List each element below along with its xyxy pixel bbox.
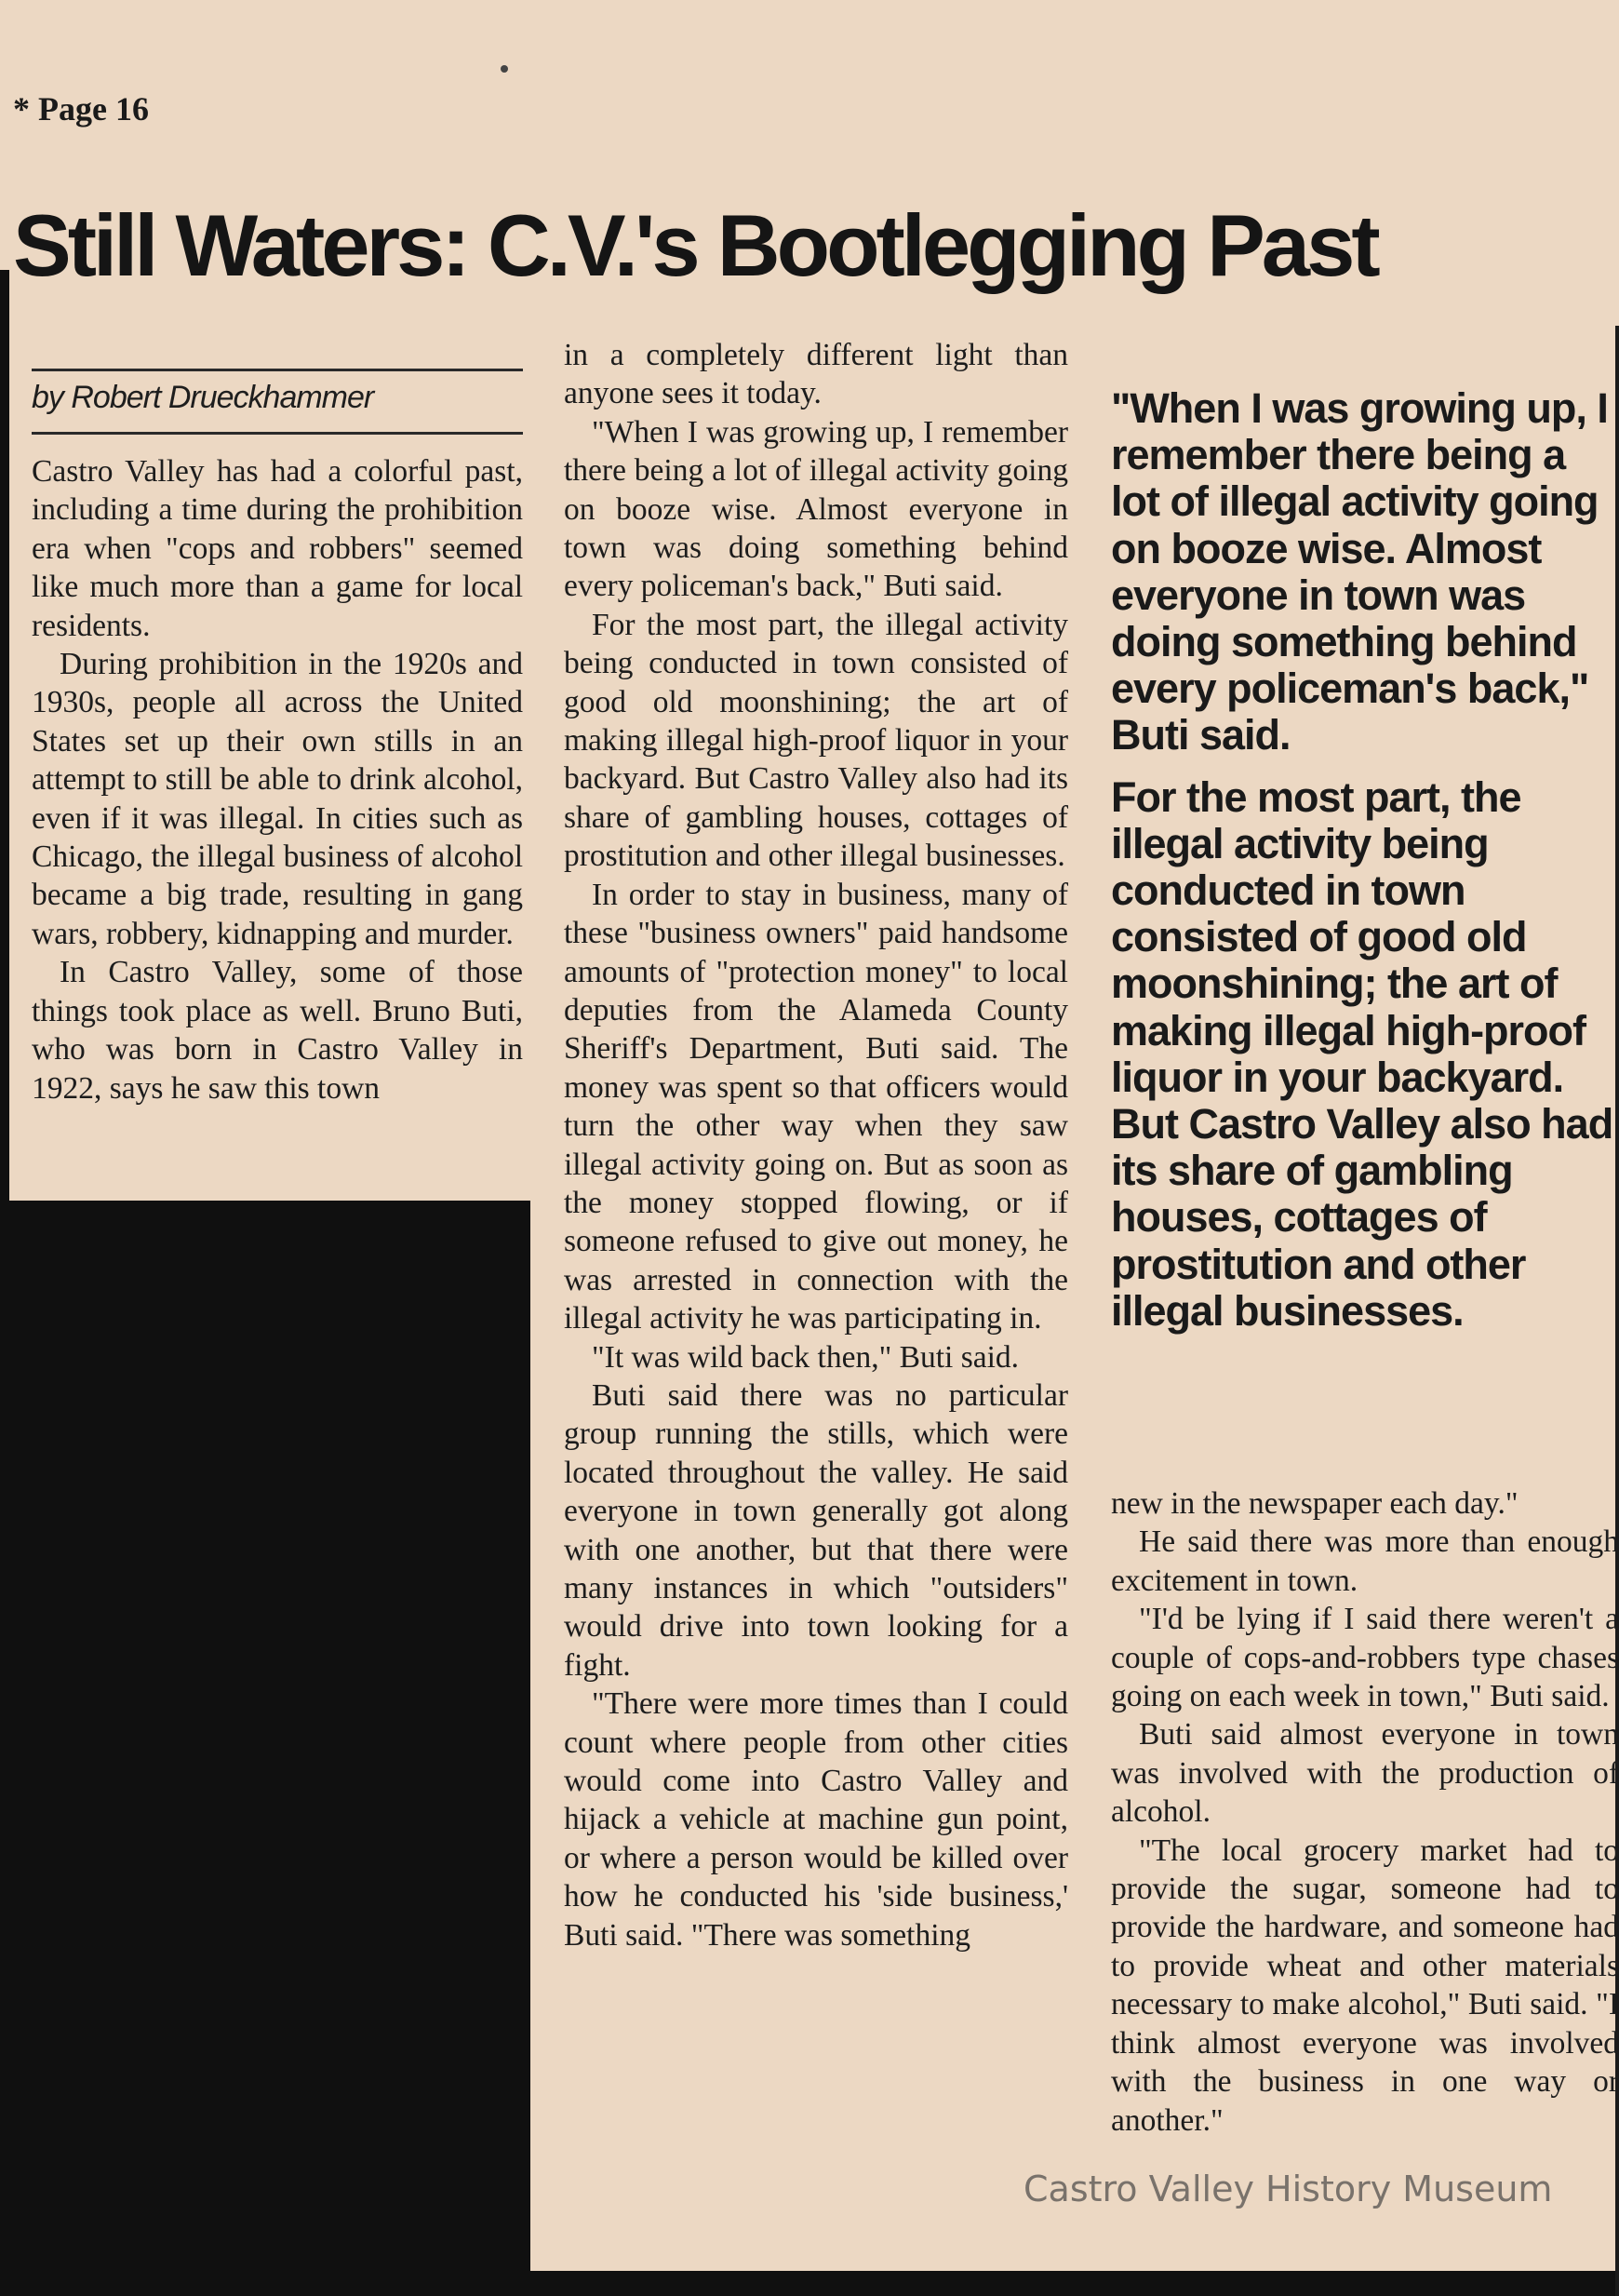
pull-quote-paragraph: For the most part, the illegal activity being conducted in town consisted of good old moonshining; the art of making illegal high-proof liquor in your backyard. But Castro Valley also had its share of gambling houses, cottages of prostitution and other illegal businesses. bbox=[1111, 772, 1613, 1335]
byline: by Robert Drueckhammer bbox=[32, 380, 374, 415]
paragraph: In Castro Valley, some of those things took place as well. Bruno Buti, who was born in Castro Valley in 1922, says he saw this town bbox=[32, 955, 523, 1106]
paragraph: Buti said there was no particular group running the stills, which were located throughout the valley. He said everyone in town generally got along with one another, but that there were many instances in which "outsiders" would drive into town looking for a fight. bbox=[564, 1377, 1068, 1683]
paragraph: new in the newspaper each day." bbox=[1111, 1486, 1519, 1521]
paragraph: in a completely different light than anyone sees it today. bbox=[564, 338, 1068, 411]
paragraph: "I'd be lying if I said there weren't a couple of cops-and-robbers type chases going on each week in town," Buti said. bbox=[1111, 1602, 1619, 1714]
paragraph: In order to stay in business, many of these "business owners" paid handsome amounts of "protection money" to local deputies from the Alameda County Sheriff's Department, Buti said. The money was spent so that officers would turn the other way when they saw illegal activity going on. But as soon as the money stopped flowing, or if someone refused to give out money, he was arrested in connection with the illegal activity he was participating in. bbox=[564, 877, 1068, 1336]
column-2 bbox=[564, 336, 1068, 1954]
headline: Still Waters: C.V.'s Bootlegging Past bbox=[13, 196, 1377, 294]
pull-quote-paragraph: "When I was growing up, I remember there being a lot of illegal activity going on booze wise. Almost everyone in town was doing something behind every policeman's back," Buti said. bbox=[1111, 384, 1608, 759]
byline-rule-bottom bbox=[32, 432, 523, 435]
paragraph: "There were more times than I could count where people from other cities would come into Castro Valley and hijack a vehicle at machine gun point, or where a person would be killed over how he conducted his 'side business,' Buti said. "There was something bbox=[564, 1686, 1068, 1953]
paragraph: "It was wild back then," Buti said. bbox=[592, 1339, 1020, 1375]
paragraph: "When I was growing up, I remember there being a lot of illegal activity going on booze wise. Almost everyone in town was doing something behind every policeman's back," Buti said. bbox=[564, 414, 1068, 604]
museum-watermark: Castro Valley History Museum bbox=[1024, 2168, 1553, 2209]
scan-background-cutout bbox=[0, 1201, 530, 2296]
paragraph: For the most part, the illegal activity being conducted in town consisted of good old moonshining; the art of making illegal high-proof liquor in your backyard. But Castro Valley also had its share of gambling houses, cottages of prostitution and other illegal businesses. bbox=[564, 607, 1068, 874]
scan-background-left bbox=[0, 270, 9, 1201]
byline-rule-top bbox=[32, 369, 523, 371]
paragraph: "The local grocery market had to provide the sugar, someone had to provide the hardware, and someone had to provide wheat and other materials necessary to make alcohol," Buti said. "I think almost everyone was involved with the business in one way or another." bbox=[1111, 1833, 1619, 2138]
pull-quote bbox=[1111, 385, 1619, 1349]
page-number: * Page 16 bbox=[13, 90, 149, 128]
column-1 bbox=[32, 452, 523, 1108]
paper-speck bbox=[501, 65, 508, 73]
paragraph: He said there was more than enough excitement in town. bbox=[1111, 1524, 1619, 1598]
paragraph: During prohibition in the 1920s and 1930s, people all across the United States set up their own stills in an attempt to still be able to drink alcohol, even if it was illegal. In cities such as Chicago, the illegal business of alcohol became a big trade, resulting in gang wars, robbery, kidnapping and murder. bbox=[32, 647, 523, 951]
column-3 bbox=[1111, 1484, 1619, 2140]
paragraph: Castro Valley has had a colorful past, including a time during the prohibition era when "cops and robbers" seemed like much more than a game for local residents. bbox=[32, 454, 523, 643]
scan-background-bottom bbox=[0, 2271, 1619, 2296]
paragraph: Buti said almost everyone in town was involved with the production of alcohol. bbox=[1111, 1717, 1619, 1830]
